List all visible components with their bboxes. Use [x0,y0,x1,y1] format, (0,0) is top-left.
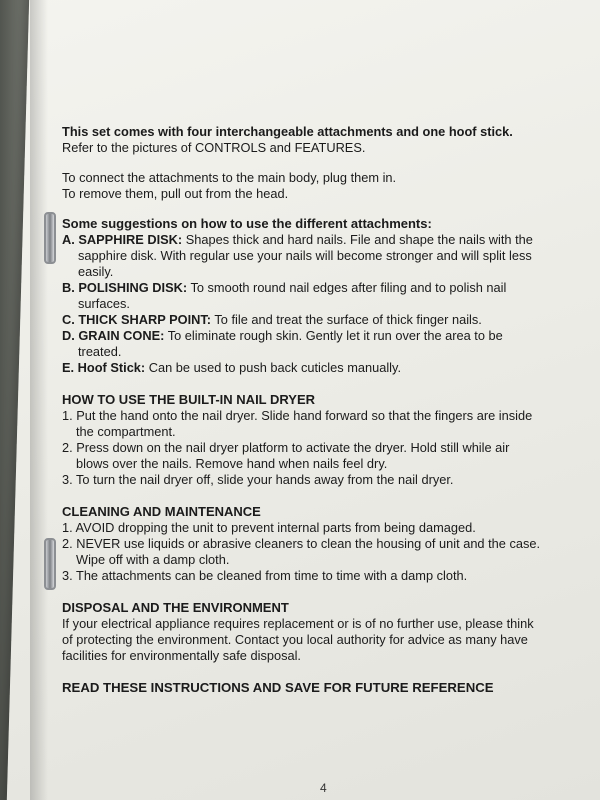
attachment-item [62,280,542,312]
dryer-step: 3. To turn the nail dryer off, slide your hands away from the nail dryer. [62,472,454,487]
cleaning-step: 2. NEVER use liquids or abrasive cleaners to clean the housing of unit and the case. Wipe off with a damp cloth. [62,536,541,567]
attachment-list [62,232,542,376]
cleaning-step: 1. AVOID dropping the unit to prevent internal parts from being damaged. [62,520,476,535]
attachment-label: A. SAPPHIRE DISK: [62,232,183,247]
save-instructions-note: READ THESE INSTRUCTIONS AND SAVE FOR FUTURE REFERENCE [62,680,494,695]
staple-top [44,212,56,264]
dryer-step: 2. Press down on the nail dryer platform to activate the dryer. Hold still while air blows over the nails. Remove hand when nails feel dry. [62,440,510,471]
disposal-heading: DISPOSAL AND THE ENVIRONMENT [62,600,289,615]
attachment-label: C. THICK SHARP POINT: [62,312,212,327]
attachment-text: To file and treat the surface of thick finger nails. [211,312,482,327]
booklet-spine-shadow [30,0,48,800]
attachment-item [62,360,542,376]
dryer-step: 1. Put the hand onto the nail dryer. Slide hand forward so that the fingers are inside the compartment. [62,408,533,439]
attachment-item [62,328,542,360]
page-number: 4 [320,781,327,795]
page-content [62,124,542,696]
staple-bottom [44,538,56,590]
cleaning-step: 3. The attachments can be cleaned from time to time with a damp cloth. [62,568,468,583]
suggestions-heading: Some suggestions on how to use the different attachments: [62,216,432,231]
attachment-text: To smooth round nail edges after filing and to polish nail surfaces. [78,280,507,311]
dryer-heading: HOW TO USE THE BUILT-IN NAIL DRYER [62,392,316,407]
attachment-label: D. GRAIN CONE: [62,328,165,343]
intro-line-4: To remove them, pull out from the head. [62,186,289,201]
attachment-text: To eliminate rough skin. Gently let it run over the area to be treated. [78,328,503,359]
attachment-text: Shapes thick and hard nails. File and shape the nails with the sapphire disk. With regular use your nails will become stronger and will split less easily. [78,232,533,279]
attachment-item [62,232,542,280]
intro-line-2: Refer to the pictures of CONTROLS and FEATURES. [62,140,366,155]
attachment-label: B. POLISHING DISK: [62,280,188,295]
disposal-text: If your electrical appliance requires replacement or is of no further use, please think of protecting the environment. Contact you local authority for advice as many have facilities for environmentally safe disposal. [62,616,534,663]
attachment-text: Can be used to push back cuticles manually. [145,360,402,375]
attachment-item [62,312,542,328]
intro-line-3: To connect the attachments to the main body, plug them in. [62,170,397,185]
intro-line-1: This set comes with four interchangeable attachments and one hoof stick. [62,124,513,139]
attachment-label: E. Hoof Stick: [62,360,146,375]
cleaning-heading: CLEANING AND MAINTENANCE [62,504,261,519]
